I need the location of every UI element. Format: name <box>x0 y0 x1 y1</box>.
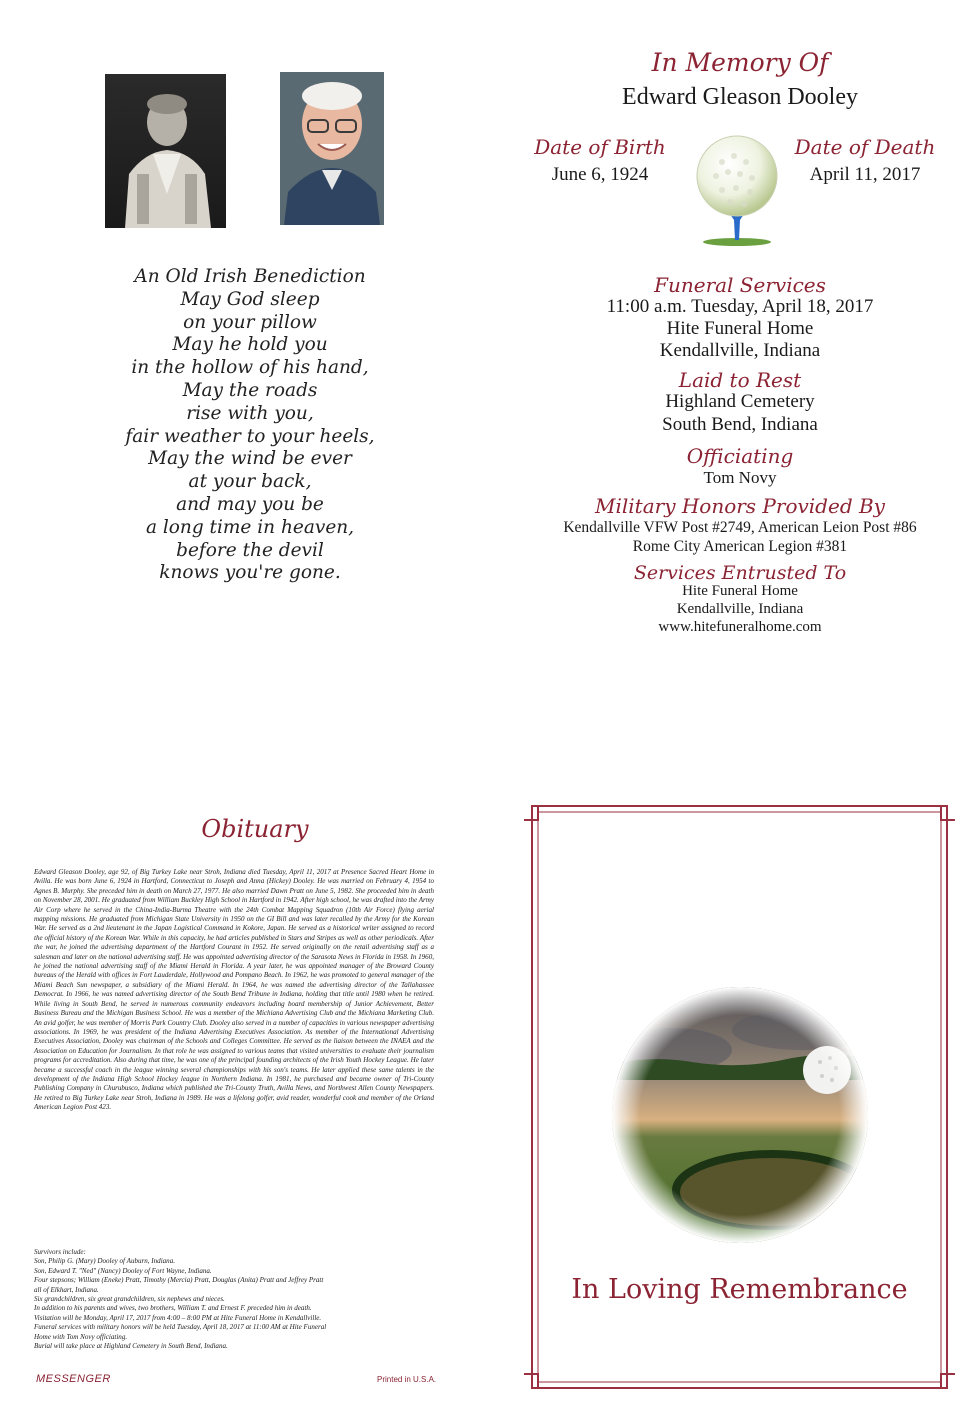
remembrance-card <box>522 800 957 1394</box>
memory-title: In Memory Of <box>651 48 829 77</box>
obituary-body <box>34 868 434 1113</box>
funeral-place: Hite Funeral Home <box>666 318 814 339</box>
survivors-line: Funeral services with military honors will be held Tuesday, April 18, 2017 at 11:00 AM at Hite Funeral <box>34 1323 327 1332</box>
survivors-line: Visitation will be Monday, April 17, 2017 from 4:00 – 8:00 PM at Hite Funeral Home in Kendallville. <box>34 1313 322 1322</box>
poem-line: on your pillow <box>183 311 317 333</box>
poem-line: and may you be <box>176 493 324 515</box>
entrusted-website: www.hitefuneralhome.com <box>658 619 822 632</box>
funeral-time: 11:00 a.m. Tuesday, April 18, 2017 <box>606 296 874 317</box>
military-label: Military Honors Provided By <box>595 494 885 518</box>
card-title: In Loving Remembrance <box>571 1274 908 1305</box>
entrusted-city: Kendallville, Indiana <box>676 601 804 617</box>
survivors-line: Six grandchildren, six great grandchildren, six nephews and nieces. <box>34 1295 225 1304</box>
poem-line: a long time in heaven, <box>145 516 355 538</box>
obituary-paragraph: Edward Gleason Dooley, age 92, of Big Turkey Lake near Stroh, Indiana died Tuesday, April 11, 2017 at Presence Sacred Heart Home in Avilla. He was born June 6, 1924 in Hartford, Connecticut to Joseph and Anna (Hickey) Dooley. He was married on February 4, 1954 to Agnes B. Murphy. She preceded him in death on March 27, 1977. He also married Dawn Pratt on June 5, 1982. She proceeded him in death on November 28, 2001. He graduated from William Buckley High School in Hartford in 1942. After high school, he was drafted into the Army Air Corp where he served in the China-India-Burma Theatre with the 24th Combat Mapping Squadron (10th Air Force) flying aerial mapping missions. He graduated from Michigan State University in 1950 on the GI Bill and was later recalled by the Army for the Korean War. He served as a 2nd lieutenant in the Japan Logistical Command in Kokore, Japan. He served as a historical writer assigned to record the official history of the Korean War. While in this capacity, he had articles published in Stars and Stripes as well as other periodicals. After the war, he joined the advertising department of the Hartford Courant in 1952. He served originally on the retail advertising staff as a salesman and later on the national advertising staff. He was appointed advertising director of the Sarasota News in Florida in 1958. In 1960, he joined the national advertising staff of the Miami Herald in Florida. A year later, he was appointed manager of the Broward County bureaus of the Herald with offices in Fort Lauderdale, Hollywood and Pompano Beach. In 1962, he was promoted to general manager of the Miami Beach Sun newspaper, a subsidiary of the Miami Herald. In 1964, he was named the advertising director of the Tallahassee Democrat. In 1966, he was named advertising director of the South Bend Tribune in Indiana, holding that title until 1980 when he retired. While living in South Bend, he served in numerous community endeavors including board membership of Junior Achievement, Better Business Bureau and the Michigan Business School. He was a member of the Michiana Advertising Club and the Michiana Marketing Club. An avid golfer, he was member of Morris Park Country Club. Dooley also served in a number of capacities in various newspaper advertising associations. In 1969, he was president of the Indiana Advertising Executives Association. As member of the International Advertising Executives Association, Dooley was chairman of the Schools and Colleges Committee. He served as the liaison between the INAEA and the Association on Education for Journalism. In that role he was assigned to various teams that visited universities to evaluate their journalism programs for accreditation. Also during that time, he was one of the principal founding architects of the Irish Youth Hockey League. He later became a successful coach in the league winning several championships with his son's teams. He later applied these same talents in the development of the Indiana High School Hockey league in Northern Indiana. In 1981, he purchased and became owner of Tri-County Publishing Company in Churubusco, Indiana which published the Tri-County Truth, Avilla News, and Northwest Allen County Newspapers. He retired to Big Turkey Lake near Stroh, Indiana in 1989. He was a lifelong golfer, avid reader, wonderful cook and member of the Orland American Legion Post 423. <box>34 868 434 1112</box>
military-line-1: Kendallville VFW Post #2749, American Leion Post #86 <box>563 519 917 536</box>
poem-line: An Old Irish Benediction <box>134 266 366 287</box>
survivors-line: all of Elkhart, Indiana. <box>34 1285 99 1294</box>
poem-line: May he hold you <box>172 334 328 356</box>
birth-date: June 6, 1924 <box>551 164 649 185</box>
survivors-line: Survivors include: <box>34 1248 86 1256</box>
funeral-city: Kendallville, Indiana <box>659 340 821 361</box>
deceased-name: Edward Gleason Dooley <box>622 84 858 110</box>
survivors-line: Son, Edward T. "Ned" (Nancy) Dooley of Fort Wayne, Indiana. <box>34 1266 212 1275</box>
officiating-label: Officiating <box>686 444 794 468</box>
rest-place: Highland Cemetery <box>665 391 815 412</box>
messenger-logo: MESSENGER <box>36 1373 111 1385</box>
entrusted-name: Hite Funeral Home <box>682 583 798 599</box>
poem-line: May God sleep <box>180 288 320 310</box>
military-line-2: Rome City American Legion #381 <box>632 538 848 555</box>
poem-line: at your back, <box>188 471 312 493</box>
rest-city: South Bend, Indiana <box>662 414 818 435</box>
survivors-line: Four stepsons; William (Eneke) Pratt, Timothy (Mercia) Pratt, Douglas (Anita) Pratt and Jeffrey Pratt <box>34 1276 324 1285</box>
obituary-survivors <box>34 1248 434 1351</box>
rest-label: Laid to Rest <box>678 368 802 392</box>
poem-line: May the roads <box>182 379 318 401</box>
printed-note: Printed in U.S.A. <box>377 1375 437 1384</box>
officiating-name: Tom Novy <box>703 468 777 487</box>
poem-line: May the wind be ever <box>148 448 352 470</box>
photo-young <box>105 74 226 228</box>
survivors-line: Son, Philip G. (Mary) Dooley of Auburn, Indiana. <box>34 1257 175 1266</box>
funeral-label: Funeral Services <box>654 273 826 297</box>
death-label: Date of Death <box>794 135 936 159</box>
poem-line: in the hollow of his hand, <box>131 357 369 379</box>
poem-line: rise with you, <box>186 402 314 424</box>
photo-elder <box>280 72 384 225</box>
poem-line: knows you're gone. <box>159 562 341 584</box>
benediction-poem <box>100 266 400 585</box>
survivors-line: Home with Tom Novy officiating. <box>34 1332 128 1341</box>
death-date: April 11, 2017 <box>809 164 921 185</box>
entrusted-label: Services Entrusted To <box>633 562 847 584</box>
survivors-line: Burial will take place at Highland Cemetery in South Bend, Indiana. <box>34 1342 228 1351</box>
golf-ball-tee-icon <box>682 132 792 248</box>
poem-line: before the devil <box>176 539 324 561</box>
obituary-title: Obituary <box>201 815 309 843</box>
poem-line: fair weather to your heels, <box>125 425 375 447</box>
birth-label: Date of Birth <box>534 135 666 159</box>
survivors-line: In addition to his parents and wives, two brothers, William T. and Ernest F. preceded him in death. <box>34 1304 312 1313</box>
